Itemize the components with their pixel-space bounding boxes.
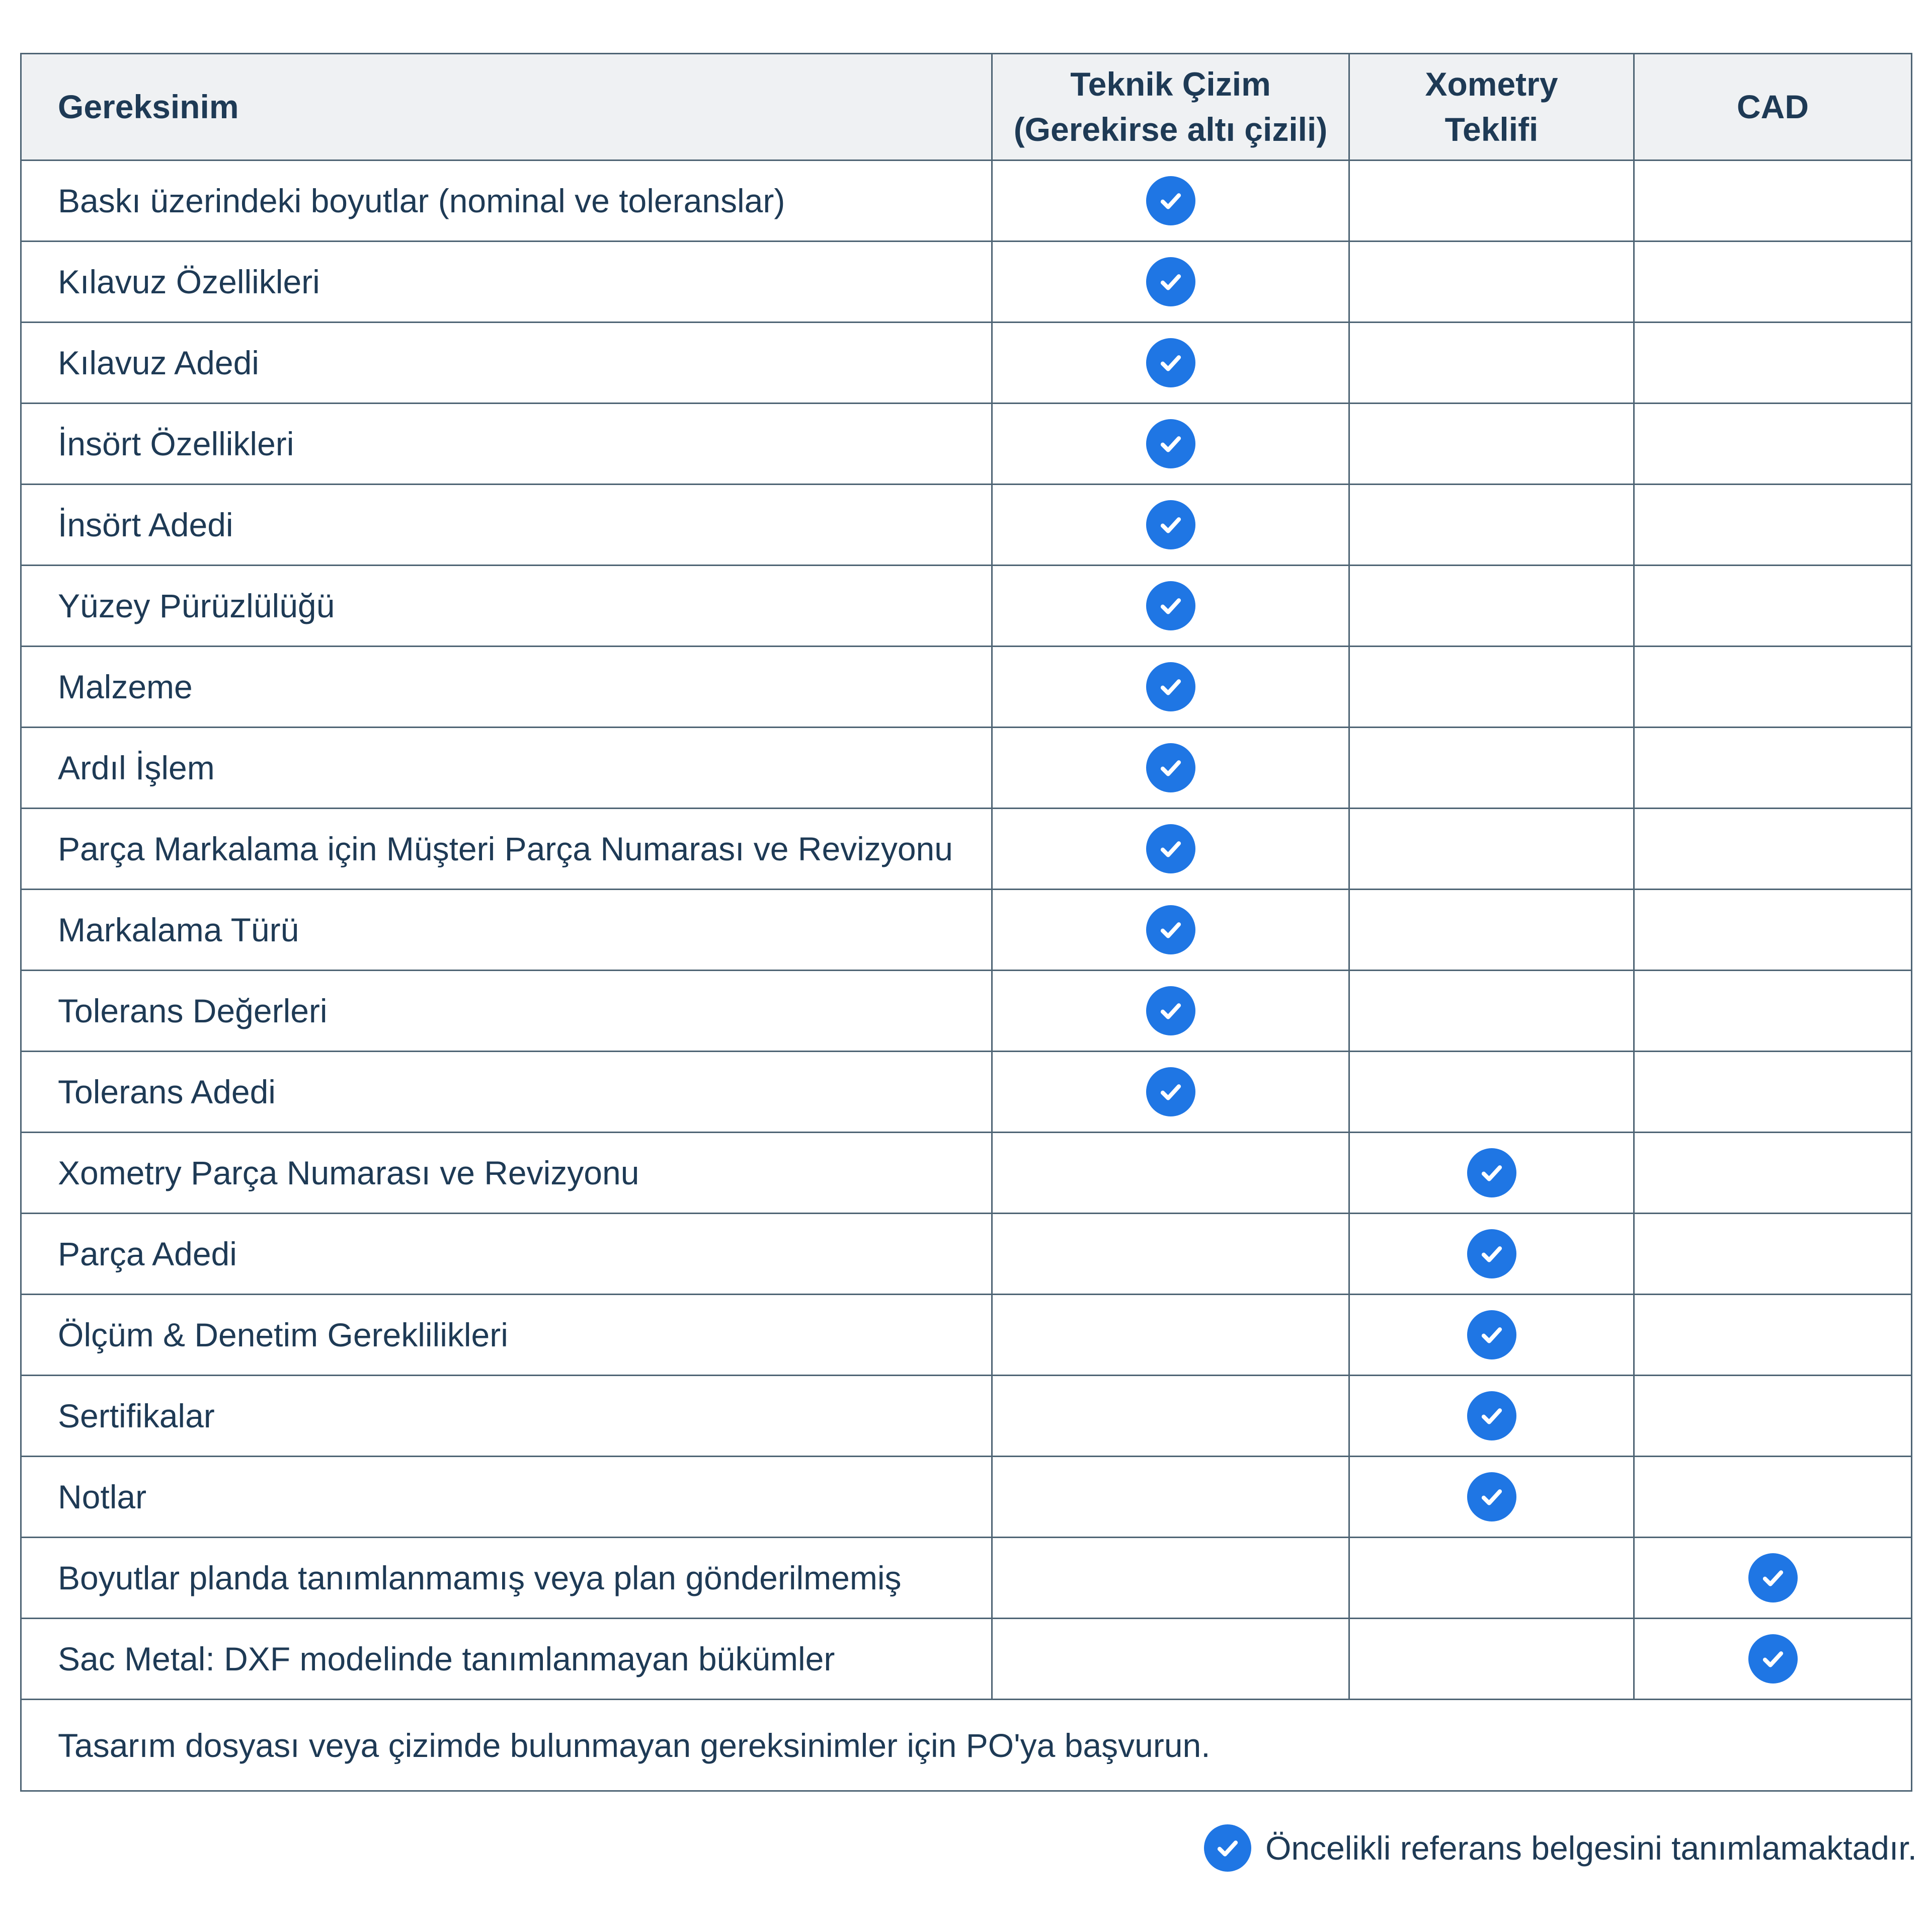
check-icon <box>1146 581 1195 630</box>
cell-xometry_quote <box>1349 890 1634 971</box>
cell-cad <box>1634 1457 1912 1538</box>
check-icon <box>1467 1229 1516 1278</box>
header-row <box>21 54 1912 161</box>
cell-technical_drawing <box>992 890 1349 971</box>
cell-technical_drawing <box>992 1376 1349 1457</box>
table-row <box>21 647 1912 728</box>
cell-technical_drawing <box>992 1133 1349 1214</box>
requirement-label: Markalama Türü <box>21 890 992 971</box>
requirement-label: Boyutlar planda tanımlanmamış veya plan gönderilmemiş <box>21 1538 992 1619</box>
cell-xometry_quote <box>1349 1376 1634 1457</box>
cell-technical_drawing <box>992 485 1349 566</box>
table-row <box>21 1214 1912 1295</box>
check-icon <box>1146 419 1195 468</box>
check-icon <box>1467 1391 1516 1440</box>
cell-technical_drawing <box>992 1619 1349 1700</box>
cell-xometry_quote <box>1349 1538 1634 1619</box>
cell-xometry_quote <box>1349 1133 1634 1214</box>
footer-note: Tasarım dosyası veya çizimde bulunmayan gereksinimler için PO'ya başvurun. <box>21 1700 1912 1791</box>
requirement-label: Malzeme <box>21 647 992 728</box>
table-row <box>21 1457 1912 1538</box>
cell-cad <box>1634 1538 1912 1619</box>
check-icon <box>1146 905 1195 954</box>
cell-technical_drawing <box>992 404 1349 485</box>
requirement-label: Tolerans Adedi <box>21 1052 992 1133</box>
requirement-label: Kılavuz Özellikleri <box>21 242 992 323</box>
check-icon <box>1146 176 1195 225</box>
check-icon <box>1467 1472 1516 1521</box>
table-row <box>21 1295 1912 1376</box>
cell-xometry_quote <box>1349 809 1634 890</box>
check-icon <box>1146 1067 1195 1116</box>
cell-xometry_quote <box>1349 647 1634 728</box>
table-row <box>21 1376 1912 1457</box>
cell-cad <box>1634 323 1912 404</box>
cell-cad <box>1634 242 1912 323</box>
cell-cad <box>1634 890 1912 971</box>
cell-technical_drawing <box>992 566 1349 647</box>
table-row <box>21 971 1912 1052</box>
cell-technical_drawing <box>992 809 1349 890</box>
cell-technical_drawing <box>992 1457 1349 1538</box>
requirement-label: Ölçüm & Denetim Gereklilikleri <box>21 1295 992 1376</box>
cell-cad <box>1634 1052 1912 1133</box>
cell-xometry_quote <box>1349 566 1634 647</box>
footer-row <box>21 1700 1912 1791</box>
cell-xometry_quote <box>1349 1295 1634 1376</box>
table-row <box>21 404 1912 485</box>
requirement-label: Parça Markalama için Müşteri Parça Numarası ve Revizyonu <box>21 809 992 890</box>
cell-cad <box>1634 161 1912 242</box>
cell-technical_drawing <box>992 1052 1349 1133</box>
requirement-label: Notlar <box>21 1457 992 1538</box>
cell-cad <box>1634 1619 1912 1700</box>
check-icon <box>1146 743 1195 792</box>
table-row <box>21 323 1912 404</box>
table-row <box>21 566 1912 647</box>
cell-cad <box>1634 485 1912 566</box>
table-footer <box>21 1700 1912 1791</box>
cell-technical_drawing <box>992 1214 1349 1295</box>
cell-technical_drawing <box>992 728 1349 809</box>
cell-xometry_quote <box>1349 161 1634 242</box>
cell-technical_drawing <box>992 1295 1349 1376</box>
column-header-technical_drawing: Teknik Çizim (Gerekirse altı çizili) <box>992 54 1349 161</box>
check-icon <box>1748 1634 1798 1684</box>
cell-xometry_quote <box>1349 728 1634 809</box>
requirement-label: Sac Metal: DXF modelinde tanımlanmayan bükümler <box>21 1619 992 1700</box>
column-header-xometry_quote: Xometry Teklifi <box>1349 54 1634 161</box>
cell-cad <box>1634 1376 1912 1457</box>
table-row <box>21 1052 1912 1133</box>
legend-text: Öncelikli referans belgesini tanımlamaktadır. <box>1265 1829 1917 1867</box>
requirement-label: İnsört Adedi <box>21 485 992 566</box>
cell-cad <box>1634 566 1912 647</box>
cell-technical_drawing <box>992 161 1349 242</box>
column-header-requirement: Gereksinim <box>21 54 992 161</box>
requirement-label: Baskı üzerindeki boyutlar (nominal ve toleranslar) <box>21 161 992 242</box>
cell-xometry_quote <box>1349 1457 1634 1538</box>
legend <box>1204 1824 1917 1872</box>
table-row <box>21 1619 1912 1700</box>
table-header <box>21 54 1912 161</box>
requirement-label: Xometry Parça Numarası ve Revizyonu <box>21 1133 992 1214</box>
requirement-label: Yüzey Pürüzlülüğü <box>21 566 992 647</box>
cell-technical_drawing <box>992 242 1349 323</box>
cell-technical_drawing <box>992 647 1349 728</box>
cell-cad <box>1634 1133 1912 1214</box>
requirement-label: Parça Adedi <box>21 1214 992 1295</box>
table-row <box>21 161 1912 242</box>
cell-cad <box>1634 1295 1912 1376</box>
cell-cad <box>1634 728 1912 809</box>
check-icon <box>1146 338 1195 387</box>
requirement-label: Ardıl İşlem <box>21 728 992 809</box>
requirement-label: Kılavuz Adedi <box>21 323 992 404</box>
cell-xometry_quote <box>1349 323 1634 404</box>
table-row <box>21 242 1912 323</box>
table-row <box>21 485 1912 566</box>
requirement-label: İnsört Özellikleri <box>21 404 992 485</box>
table-row <box>21 1133 1912 1214</box>
cell-xometry_quote <box>1349 404 1634 485</box>
table-row <box>21 728 1912 809</box>
cell-cad <box>1634 971 1912 1052</box>
table-row <box>21 809 1912 890</box>
check-icon <box>1467 1148 1516 1197</box>
cell-technical_drawing <box>992 323 1349 404</box>
cell-cad <box>1634 1214 1912 1295</box>
check-icon <box>1146 500 1195 549</box>
table-row <box>21 890 1912 971</box>
cell-technical_drawing <box>992 971 1349 1052</box>
cell-cad <box>1634 809 1912 890</box>
check-icon <box>1146 662 1195 711</box>
check-icon <box>1146 986 1195 1035</box>
requirement-label: Tolerans Değerleri <box>21 971 992 1052</box>
table-body <box>21 161 1912 1700</box>
check-circle-icon <box>1204 1824 1251 1872</box>
cell-xometry_quote <box>1349 242 1634 323</box>
check-icon <box>1467 1310 1516 1359</box>
cell-xometry_quote <box>1349 1619 1634 1700</box>
cell-xometry_quote <box>1349 971 1634 1052</box>
cell-xometry_quote <box>1349 485 1634 566</box>
check-icon <box>1146 824 1195 873</box>
cell-xometry_quote <box>1349 1052 1634 1133</box>
cell-technical_drawing <box>992 1538 1349 1619</box>
check-icon <box>1748 1553 1798 1602</box>
cell-xometry_quote <box>1349 1214 1634 1295</box>
requirement-label: Sertifikalar <box>21 1376 992 1457</box>
cell-cad <box>1634 404 1912 485</box>
cell-cad <box>1634 647 1912 728</box>
requirements-comparison-table <box>20 53 1912 1792</box>
check-icon <box>1146 257 1195 306</box>
table-row <box>21 1538 1912 1619</box>
column-header-cad: CAD <box>1634 54 1912 161</box>
